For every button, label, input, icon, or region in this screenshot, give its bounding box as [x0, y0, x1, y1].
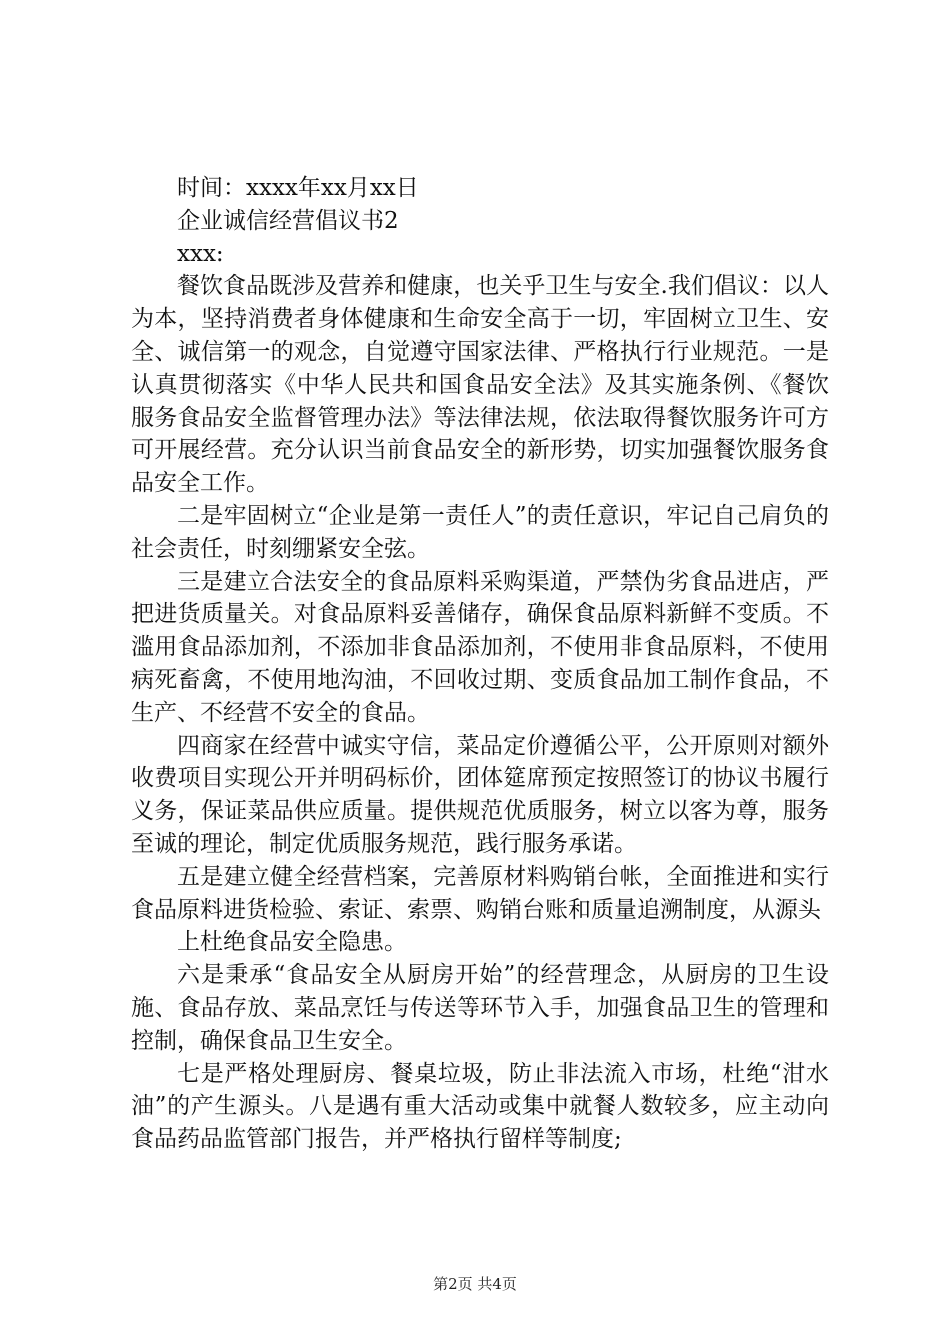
paragraph-3: 三是建立合法安全的食品原料采购渠道，严禁伪劣食品进店，严把进货质量关。对食品原料妥善储存，确保食品原料新鲜不变质。不滥用食品添加剂，不添加非食品添加剂，不使用非食品原料，不使用病死畜禽，不使用地沟油，不回收过期、变质食品加工制作食品，不生产、不经营不安全的食品。 — [131, 568, 829, 726]
paragraph-7: 七是严格处理厨房、餐桌垃圾，防止非法流入市场，杜绝“泔水油”的产生源头。八是遇有重大活动或集中就餐人数较多，应主动向食品药品监管部门报告，并严格执行留样等制度; — [131, 1060, 829, 1153]
page-footer — [0, 1274, 950, 1294]
paragraph-2: 二是牢固树立“企业是第一责任人”的责任意识，牢记自己肩负的社会责任，时刻绷紧安全弦。 — [131, 502, 829, 562]
document-title: 企业诚信经营倡议书2 — [177, 207, 399, 234]
paragraph-5: 五是建立健全经营档案，完善原材料购销台帐，全面推进和实行食品原料进货检验、索证、索票、购销台账和质量追溯制度，从源头 — [131, 863, 829, 923]
document-body — [131, 172, 829, 1156]
salutation: xxx: — [177, 240, 224, 267]
page-number: 第2页 共4页 — [433, 1275, 517, 1293]
date-line: 时间：xxxx年xx月xx日 — [177, 175, 419, 201]
paragraph-6: 六是秉承“食品安全从厨房开始”的经营理念，从厨房的卫生设施、食品存放、菜品烹饪与传送等环节入手，加强食品卫生的管理和控制，确保食品卫生安全。 — [131, 962, 829, 1054]
paragraph-5-continued: 上杜绝食品安全隐患。 — [177, 929, 407, 956]
paragraph-4: 四商家在经营中诚实守信，菜品定价遵循公平，公开原则对额外收费项目实现公开并明码标价，团体筵席预定按照签订的协议书履行义务，保证菜品供应质量。提供规范优质服务，树立以客为尊，服务至诚的理论，制定优质服务规范，践行服务承诺。 — [131, 732, 829, 857]
paragraph-1: 餐饮食品既涉及营养和健康，也关乎卫生与安全.我们倡议：以人为本，坚持消费者身体健康和生命安全高于一切，牢固树立卫生、安全、诚信第一的观念，自觉遵守国家法律、严格执行行业规范。一是认真贯彻落实《中华人民共和国食品安全法》及其实施条例、《餐饮服务食品安全监督管理办法》等法律法规，依法取得餐饮服务许可方可开展经营。充分认识当前食品安全的新形势，切实加强餐饮服务食品安全工作。 — [131, 273, 829, 497]
